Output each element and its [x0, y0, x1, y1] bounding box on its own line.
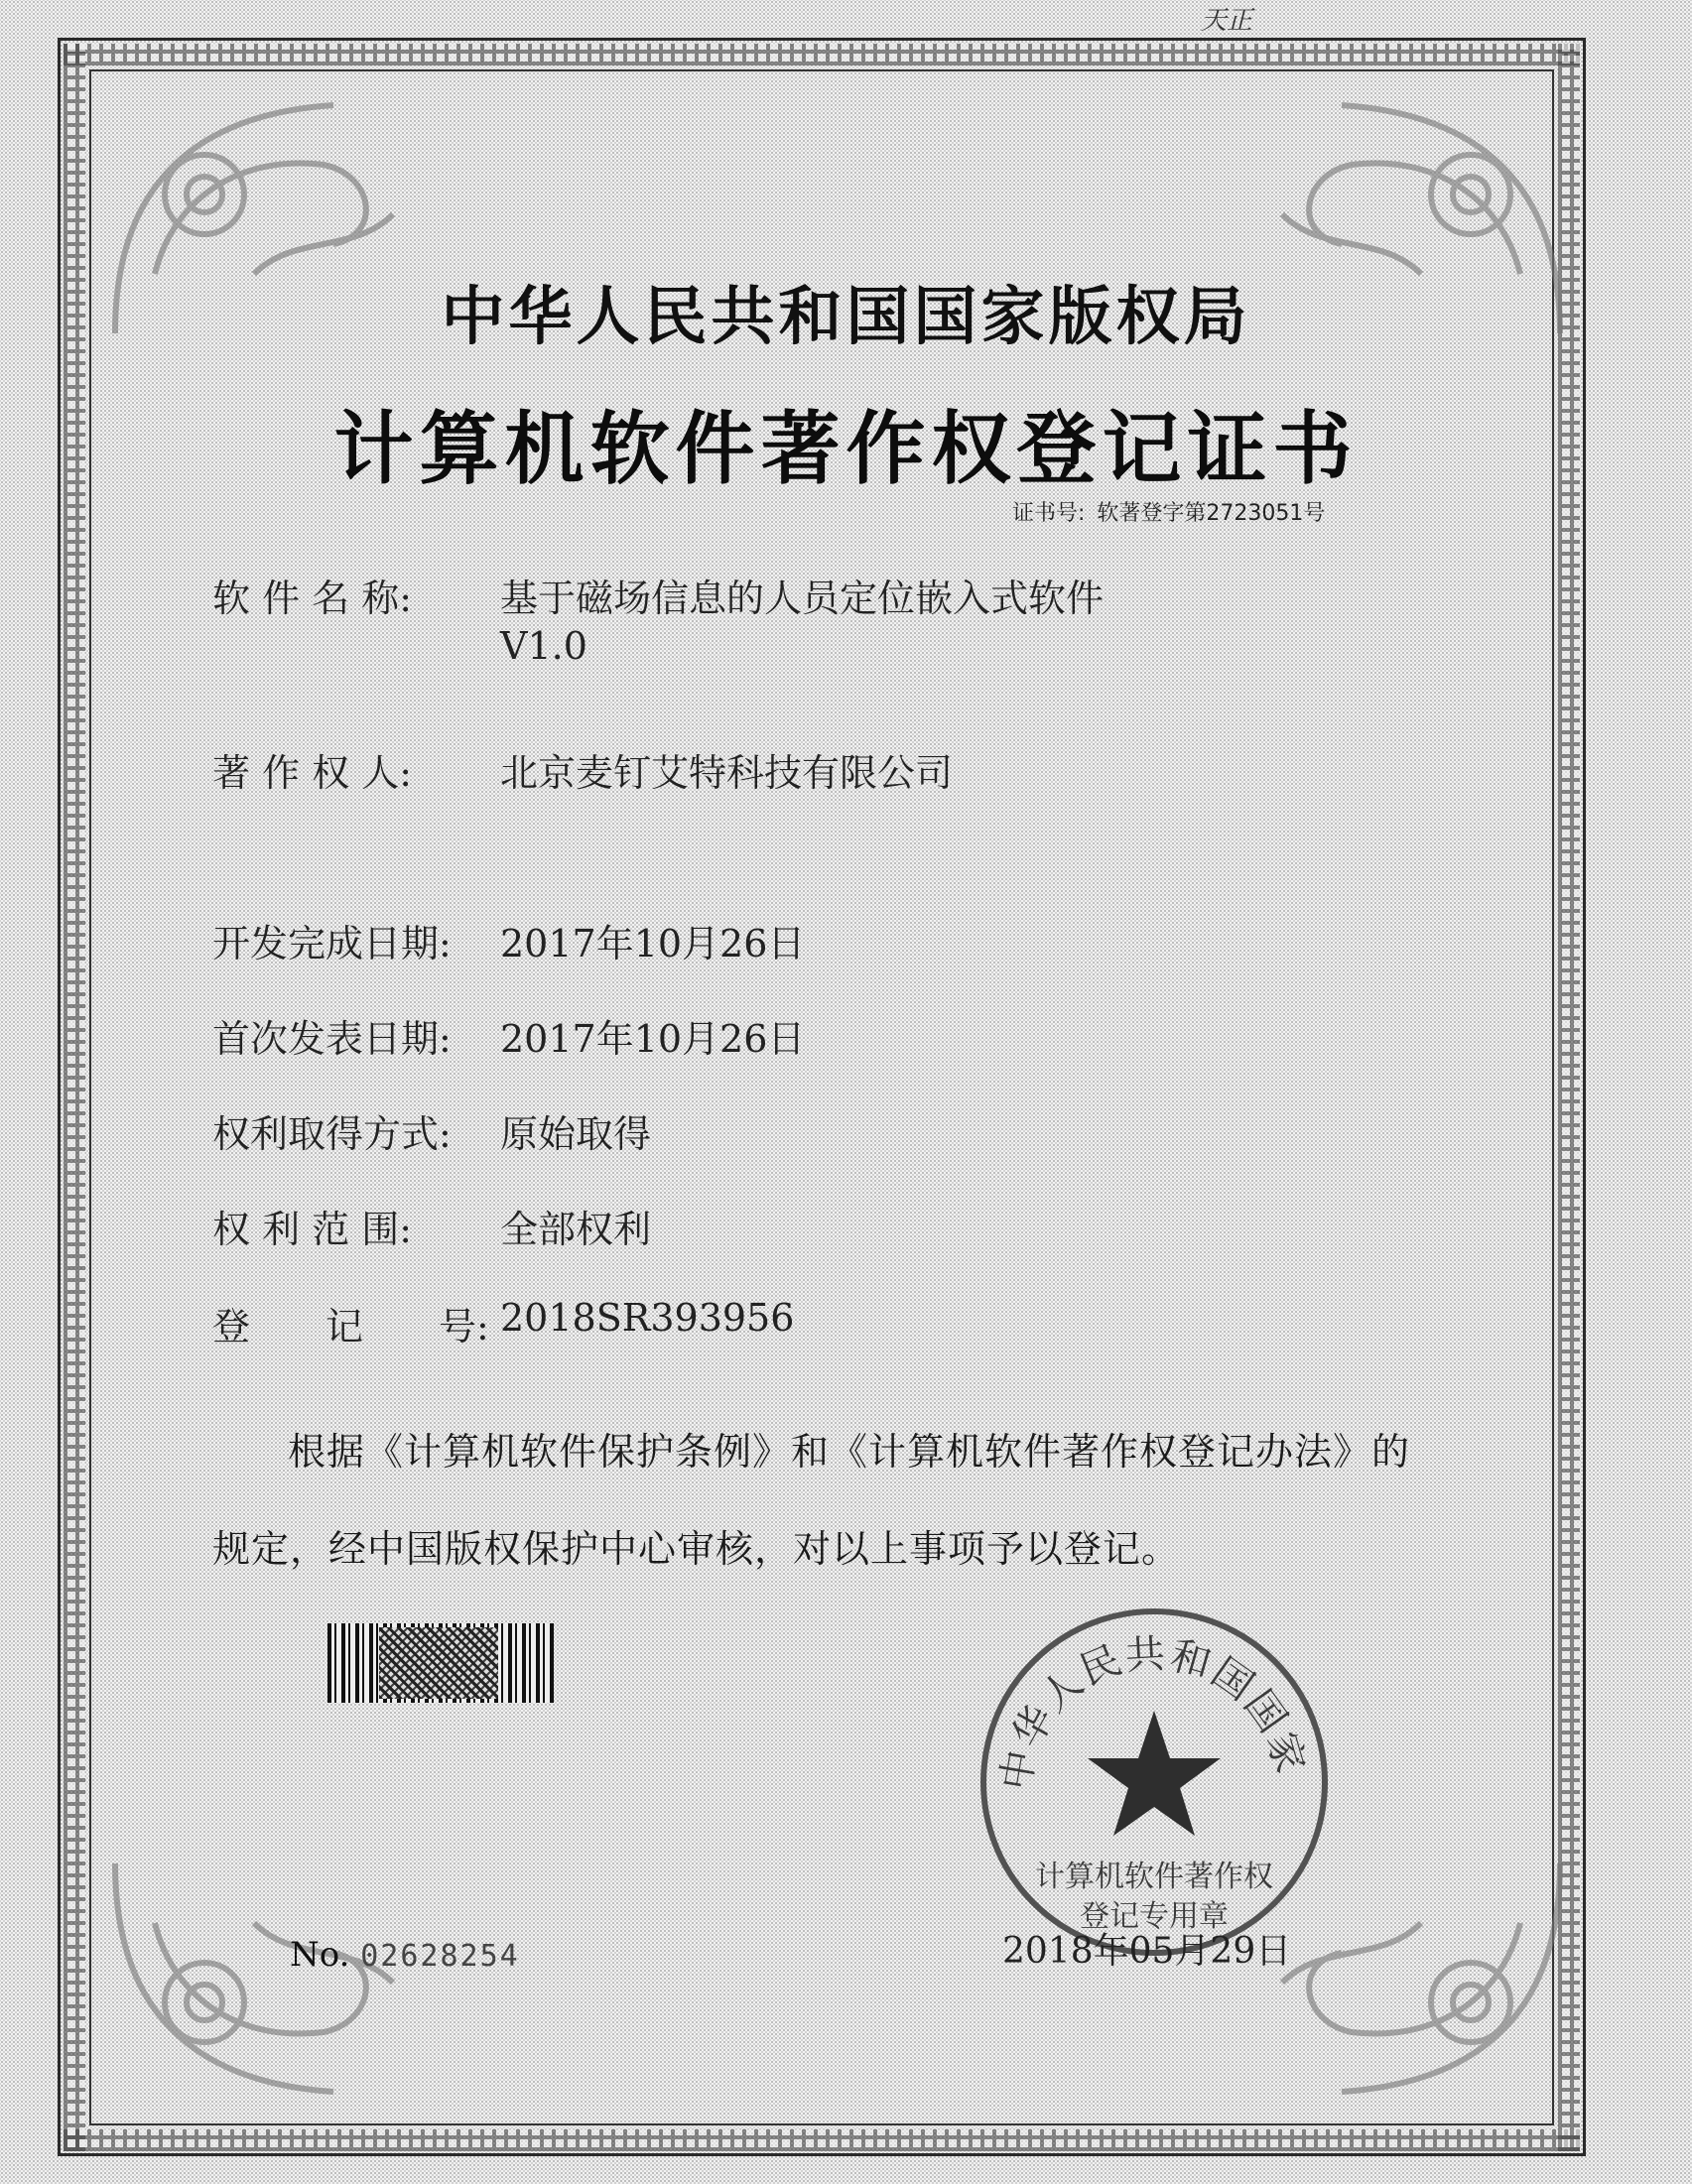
- field-label: 权 利 范 围:: [212, 1208, 413, 1251]
- field-label: 著 作 权 人:: [212, 751, 413, 795]
- certificate-number: [1012, 496, 1337, 527]
- field-value: 北京麦钉艾特科技有限公司: [500, 751, 954, 795]
- seal-star-icon: [1088, 1711, 1221, 1836]
- serial-value: 02628254: [360, 1939, 520, 1974]
- field-value: 2017年10月26日: [500, 1017, 806, 1061]
- serial-prefix: No.: [290, 1935, 350, 1975]
- field-rights-scope: [212, 1199, 651, 1253]
- seal-ring-text-path: 中华人民共和国国家: [992, 1631, 1314, 1794]
- issuing-authority: 中华人民共和国国家版权局: [441, 281, 1251, 354]
- field-completion-date: [212, 913, 805, 967]
- seal-line-2: 登记专用章: [1080, 1899, 1229, 1934]
- corner-ornament-bottom-left-icon: [95, 1844, 423, 2121]
- certificate-number-value: 软著登字第2723051号: [1097, 501, 1326, 526]
- field-software-name: [212, 568, 1104, 668]
- field-label: 首次发表日期:: [212, 1017, 452, 1061]
- field-label: 软 件 名 称:: [212, 577, 413, 620]
- field-value: 原始取得: [500, 1112, 652, 1156]
- field-registration-number: [212, 1296, 794, 1350]
- field-value: 全部权利: [500, 1208, 652, 1251]
- statement-line-1: 根据《计算机软件保护条例》和《计算机软件著作权登记办法》的: [288, 1430, 1411, 1474]
- field-value: 基于磁场信息的人员定位嵌入式软件: [500, 577, 1105, 620]
- field-publication-date: [212, 1008, 805, 1063]
- field-value: 2017年10月26日: [500, 922, 806, 965]
- field-label: 开发完成日期:: [212, 922, 452, 965]
- seal-line-1: 计算机软件著作权: [1035, 1860, 1273, 1894]
- field-label: 权利取得方式:: [212, 1112, 452, 1156]
- official-seal: [971, 1594, 1338, 1961]
- barcode-icon: [327, 1623, 554, 1703]
- certificate-title: 计算机软件著作权登记证书: [333, 402, 1359, 495]
- seal-date: 2018年05月29日: [1002, 1931, 1292, 1972]
- certificate-number-label: 证书号:: [1012, 501, 1086, 526]
- field-acquisition-method: [212, 1103, 651, 1158]
- handwritten-note: 天正: [1201, 6, 1253, 36]
- serial-number: [290, 1935, 520, 1975]
- field-copyright-owner: [212, 742, 953, 797]
- field-value-version: V1.0: [500, 624, 587, 668]
- statement-line-2: 规定，经中国版权保护中心审核，对以上事项予以登记。: [212, 1527, 1181, 1571]
- field-value: 2018SR393956: [500, 1296, 795, 1340]
- field-label: 登 记 号:: [212, 1305, 489, 1349]
